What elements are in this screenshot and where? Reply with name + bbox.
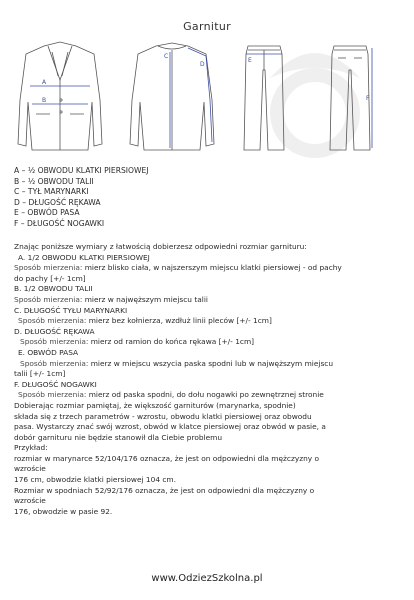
method-label: Sposób mierzenia: — [18, 390, 87, 400]
legend-item: F – DŁUGOŚĆ NOGAWKI — [14, 218, 105, 228]
example-label: Przykład: — [14, 443, 48, 453]
example-text: 176, obwodzie w pasie 92. — [14, 506, 113, 516]
example-text: rozmiar w marynarce 52/104/176 oznacza, że jest on odpowiedni dla mężczyzny o — [14, 453, 320, 463]
label-e: E — [248, 57, 252, 64]
trousers-front-drawing — [234, 40, 294, 154]
method-text: mierz w miejscu wszycia paska spodni lub w najwęższym miejscu — [88, 358, 334, 368]
advice-text: dobór garnituru nie będzie stanowił dla Ciebie problemu — [14, 432, 223, 442]
section-heading: D. DŁUGOŚĆ RĘKAWA — [14, 326, 95, 336]
method-label: Sposób mierzenia: — [20, 337, 89, 347]
measurement-legend — [14, 166, 149, 230]
legend-item: B – ½ OBWODU TALII — [14, 176, 94, 186]
jacket-front-drawing — [14, 40, 106, 154]
section-heading: E. OBWÓD PASA — [18, 347, 79, 357]
section-heading: B. 1/2 OBWODU TALII — [14, 284, 93, 294]
method-label: Sposób mierzenia: — [14, 294, 83, 304]
legend-item: C – TYŁ MARYNARKI — [14, 187, 89, 197]
method-label: Sposób mierzenia: — [20, 358, 89, 368]
method-text: mierz od ramion do końca rękawa [+/- 1cm] — [88, 337, 255, 347]
method-label: Sposób mierzenia: — [14, 263, 83, 273]
section-heading: C. DŁUGOŚĆ TYŁU MARYNARKI — [14, 305, 128, 315]
example-text: Rozmiar w spodniach 52/92/176 oznacza, że jest on odpowiedni dla mężczyzny o — [14, 485, 315, 495]
trousers-back-drawing — [320, 40, 380, 154]
intro-text: Znając poniższe wymiary z łatwością dobierzesz odpowiedni rozmiar garnituru: — [14, 242, 307, 251]
label-a: A — [42, 79, 47, 86]
page-title: Garnitur — [183, 20, 231, 33]
method-text: mierz w najwęższym miejscu talii — [82, 294, 208, 304]
section-heading: A. 1/2 OBWODU KLATKI PIERSIOWEJ — [18, 252, 150, 262]
instructions — [14, 242, 402, 517]
label-b: B — [42, 97, 47, 104]
example-text: wzroście — [14, 496, 46, 506]
method-text: talii [+/- 1cm] — [14, 369, 66, 379]
label-d: D — [200, 61, 205, 68]
section-heading: F. DŁUGOŚĆ NOGAWKI — [14, 379, 97, 389]
advice-text: składa się z trzech parametrów - wzrostu, obwodu klatki piersiowej oraz obwodu — [14, 411, 312, 421]
example-text: 176 cm, obwodzie klatki piersiowej 104 cm. — [14, 475, 176, 485]
method-text: mierz od paska spodni, do dołu nogawki po zewnętrznej stronie — [86, 390, 324, 400]
jacket-back-drawing — [126, 40, 218, 154]
label-c: C — [164, 53, 169, 60]
example-text: wzroście — [14, 464, 46, 474]
legend-item: E – OBWÓD PASA — [14, 208, 80, 218]
legend-item: D – DŁUGOŚĆ RĘKAWA — [14, 197, 101, 207]
label-f: F — [366, 95, 370, 102]
advice-text: pasa. Wystarczy znać swój wzrost, obwód w klatce piersiowej oraz obwód w pasie, a — [14, 422, 326, 432]
measurement-figures — [14, 40, 400, 154]
method-text: mierz bez kołnierza, wzdłuż linii pleców [+/- 1cm] — [86, 316, 272, 326]
advice-text: Dobierając rozmiar pamiętaj, że większość garniturów (marynarka, spodnie) — [14, 400, 296, 410]
website-url[interactable]: www.OdziezSzkolna.pl — [151, 573, 263, 584]
legend-item: A – ½ OBWODU KLATKI PIERSIOWEJ — [14, 166, 149, 175]
method-text: do pachy [+/- 1cm] — [14, 273, 86, 283]
method-text: mierz blisko ciała, w najszerszym miejscu klatki piersiowej - od pachy — [82, 263, 342, 273]
method-label: Sposób mierzenia: — [18, 316, 87, 326]
